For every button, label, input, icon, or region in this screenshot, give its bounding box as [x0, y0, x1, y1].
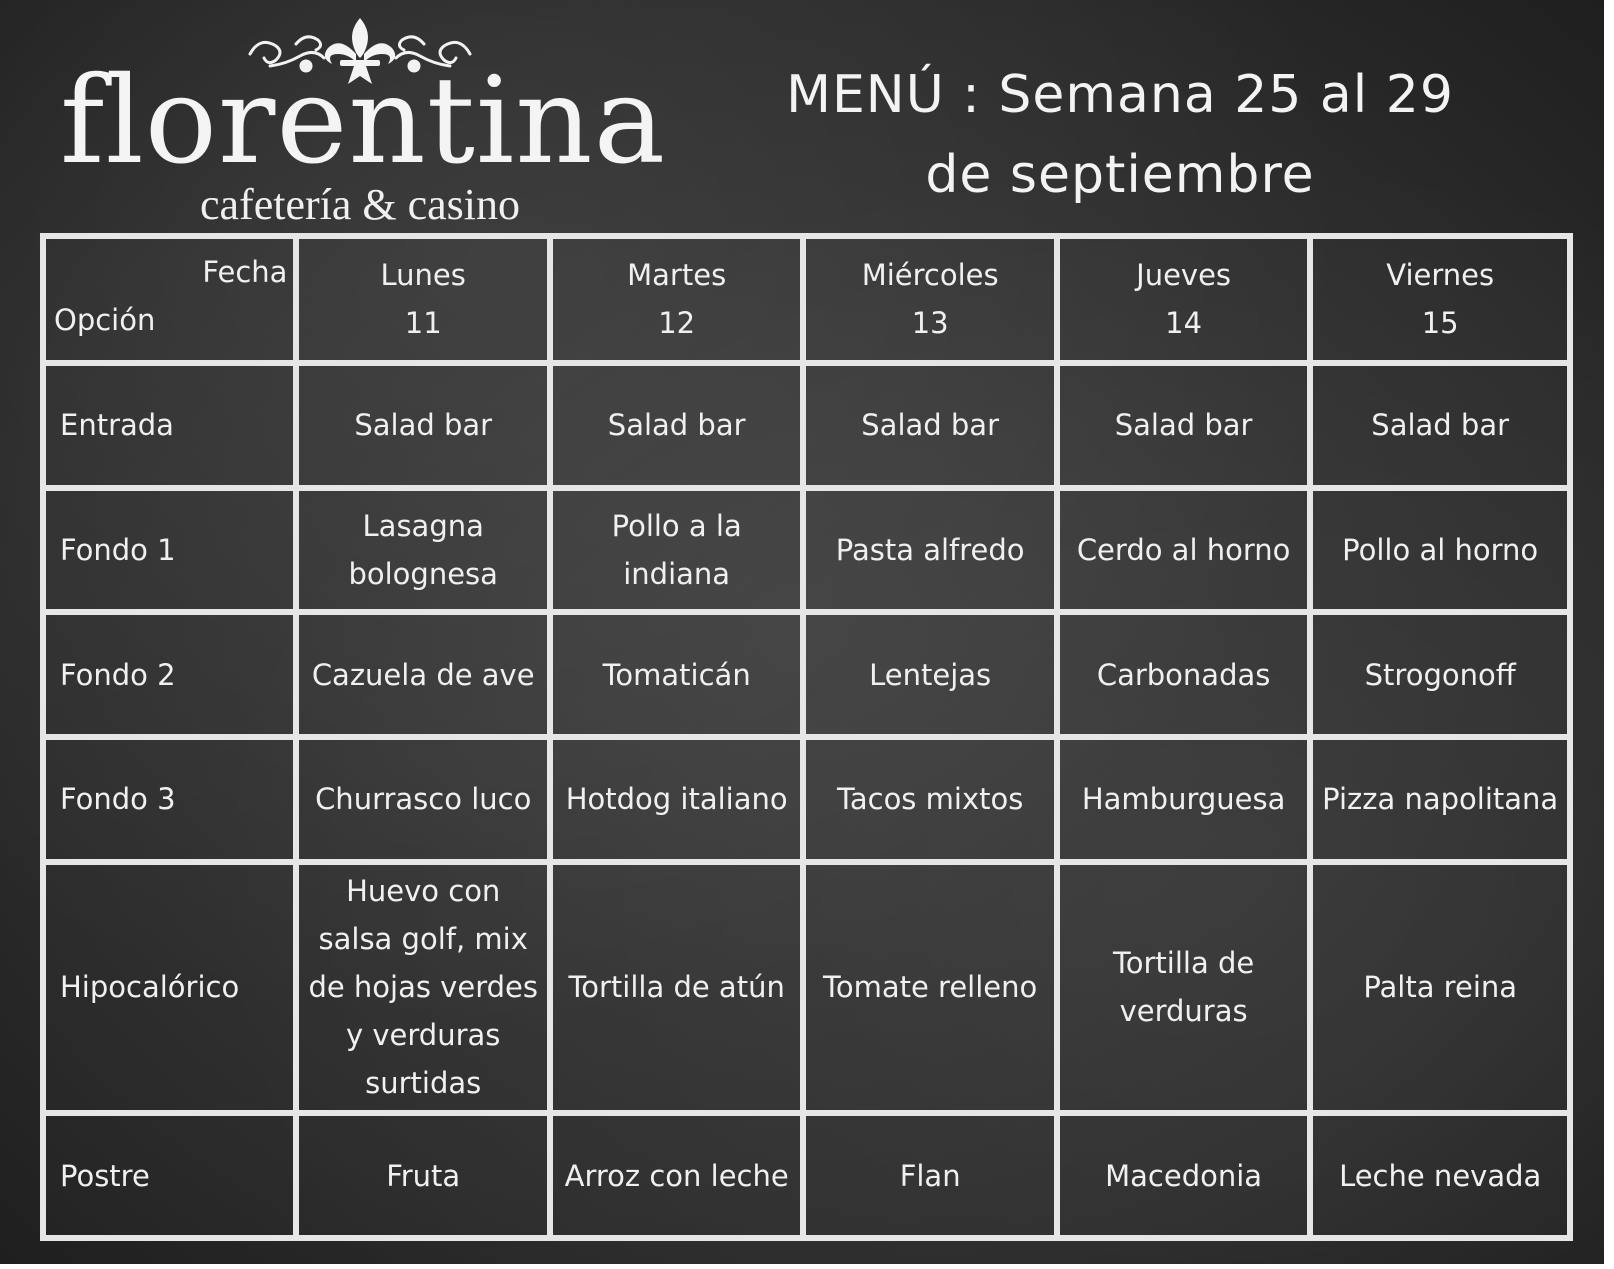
menu-item: Salad bar	[296, 363, 549, 488]
corner-cell	[43, 236, 296, 363]
row-fondo-2	[43, 612, 1570, 737]
menu-item: Leche nevada	[1310, 1113, 1570, 1238]
row-label: Fondo 2	[43, 612, 296, 737]
row-hipocalorico	[43, 862, 1570, 1114]
menu-item: Tomaticán	[550, 612, 803, 737]
menu-title-line-2: de septiembre	[925, 145, 1315, 205]
menu-title	[760, 55, 1480, 215]
menu-item: Tortilla de atún	[550, 862, 803, 1114]
day-name: Viernes	[1386, 258, 1495, 293]
row-label: Hipocalórico	[43, 862, 296, 1114]
menu-item: Fruta	[296, 1113, 549, 1238]
menu-item: Macedonia	[1057, 1113, 1310, 1238]
day-date: 13	[911, 306, 949, 341]
menu-item: Huevo con salsa golf, mix de hojas verdes y verduras surtidas	[296, 862, 549, 1114]
row-label: Fondo 1	[43, 488, 296, 613]
day-header-wednesday	[803, 236, 1056, 363]
menu-item: Hotdog italiano	[550, 737, 803, 862]
florentina-logo	[60, 10, 667, 230]
menu-item: Cazuela de ave	[296, 612, 549, 737]
day-header-thursday	[1057, 236, 1310, 363]
day-date: 11	[404, 306, 442, 341]
day-header-friday	[1310, 236, 1570, 363]
menu-item: Salad bar	[1057, 363, 1310, 488]
row-label: Postre	[43, 1113, 296, 1238]
menu-item: Salad bar	[1310, 363, 1570, 488]
day-name: Lunes	[380, 258, 466, 293]
day-name: Miércoles	[861, 258, 999, 293]
menu-item: Tortilla de verduras	[1057, 862, 1310, 1114]
row-fondo-1	[43, 488, 1570, 613]
menu-item: Flan	[803, 1113, 1056, 1238]
row-postre	[43, 1113, 1570, 1238]
row-entrada	[43, 363, 1570, 488]
corner-opcion-label: Opción	[54, 303, 156, 338]
day-name: Martes	[627, 258, 727, 293]
menu-item: Pollo a la indiana	[550, 488, 803, 613]
menu-item: Pasta alfredo	[803, 488, 1056, 613]
weekly-menu-table	[40, 233, 1573, 1241]
menu-item: Churrasco luco	[296, 737, 549, 862]
menu-item: Lasagna bolognesa	[296, 488, 549, 613]
menu-item: Carbonadas	[1057, 612, 1310, 737]
menu-item: Pollo al horno	[1310, 488, 1570, 613]
brand-name: florentina	[60, 52, 667, 191]
row-fondo-3	[43, 737, 1570, 862]
menu-item: Cerdo al horno	[1057, 488, 1310, 613]
menu-item: Tomate relleno	[803, 862, 1056, 1114]
menu-item: Arroz con leche	[550, 1113, 803, 1238]
menu-item: Tacos mixtos	[803, 737, 1056, 862]
day-header-tuesday	[550, 236, 803, 363]
menu-item: Lentejas	[803, 612, 1056, 737]
menu-item: Strogonoff	[1310, 612, 1570, 737]
day-date: 15	[1421, 306, 1459, 341]
day-name: Jueves	[1136, 258, 1232, 293]
menu-item: Salad bar	[803, 363, 1056, 488]
menu-item: Salad bar	[550, 363, 803, 488]
corner-fecha-label: Fecha	[202, 255, 288, 290]
menu-item: Pizza napolitana	[1310, 737, 1570, 862]
menu-item: Hamburguesa	[1057, 737, 1310, 862]
row-label: Fondo 3	[43, 737, 296, 862]
header-row	[43, 236, 1570, 363]
day-date: 14	[1165, 306, 1203, 341]
brand-tagline: cafetería & casino	[199, 180, 521, 229]
day-header-monday	[296, 236, 549, 363]
day-date: 12	[658, 306, 696, 341]
menu-item: Palta reina	[1310, 862, 1570, 1114]
row-label: Entrada	[43, 363, 296, 488]
menu-title-line-1: MENÚ : Semana 25 al 29	[786, 65, 1454, 125]
